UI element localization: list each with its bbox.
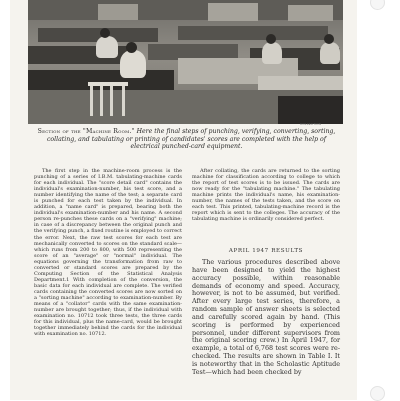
binder-hole-bottom: [370, 386, 385, 401]
page-margin: [357, 0, 400, 400]
photo-credit: COLLECTION: [300, 122, 322, 126]
section-heading: APRIL 1947 RESULTS: [228, 248, 304, 254]
left-paragraph: The first step in the machine-room process is the punching of a series of I.B.M. tabulating-machine cards for each individual. The "score detail card" contains the individual's examination-number, his test score, and a number identifying the name of the test; a separate card is punched for each test taken by the individual. In addition, a "name card" is prepared, bearing both the individual's examination-number and his name. A second person re-punches these cards on a "verifying" machine; in case of a discrepancy between the original punch and the verifying punch, a fixed routine is employed to correct the error. Next, the raw test scores for each test are mechanically converted to scores on the standard scale—which runs from 200 to 800, with 500 representing the score of an "average" or "normal" individual. The equations governing the transformation from raw to converted or standard scores are prepared by the Computing Section of the Statistical Analysis Department.1 With completion of the conversion, the basic data for each individual are complete. The verified cards containing the converted scores are now sorted on a "sorting machine" according to examination-number. By means of a "collator" cards with the same examination-number are brought together; thus, if the individual with examination no. 10712 took three tests, the three cards for this individual, plus the name-card, would be brought together immediately behind the cards for the individual with examination no. 10712.: [34, 168, 182, 338]
right-paragraph-bottom: The various procedures described above have been designed to yield the highest accuracy possible, within reasonable demands of economy and speed. Accuracy, however, is not to be assumed, but verified. After every large test series, therefore, a random sample of answer sheets is selected and carefully scored again by hand. (This scoring is performed by experienced personnel, under different supervisors from the original scoring crew.) In April 1947, for example, a total of 6,768 test scores were re-checked. The results are shown in Table I. It is noteworthy that in the Scholastic Aptitude Test—which had been checked by: [192, 258, 340, 376]
right-paragraph-top: After collating, the cards are returned to the sorting machine for classification according to college to which the report of test scores is to be issued. The cards are now ready for the "tabulating machine." The tabulating machine prints the individual's name, his examination-number, the names of the tests taken, and the score on each test. This printed, tabulating-machine record is the report which is sent to the colleges. The accuracy of the tabulating machine is ordinarily considered perfect.: [192, 168, 340, 223]
machine-room-photo: [28, 0, 343, 124]
caption-lead: Section of the "Machine Room.": [37, 128, 135, 135]
right-column-bottom: [192, 259, 340, 377]
left-column: [34, 168, 182, 337]
caption-text: Here the final steps of punching, verifying, converting, sorting, collating, and tabulating or printing of candidates' scores are completed with the help of electrical punched-card equipment.: [46, 128, 336, 151]
photo-caption: [34, 128, 339, 151]
right-column-top: [192, 168, 340, 222]
